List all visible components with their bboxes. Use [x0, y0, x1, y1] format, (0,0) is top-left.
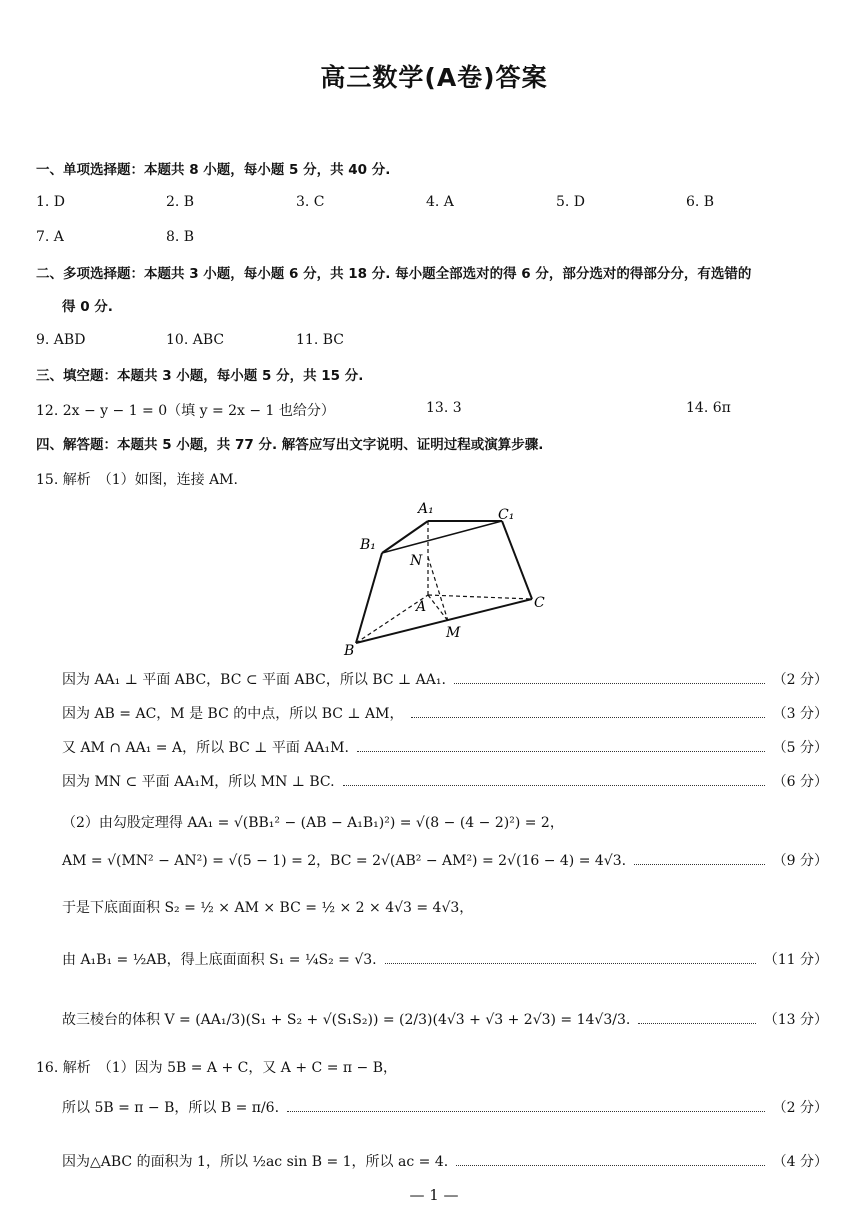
answer-7: 7. A [36, 229, 64, 245]
step-points: （5 分） [772, 740, 828, 756]
section1-heading: 一、单项选择题：本题共 8 小题，每小题 5 分，共 40 分. [36, 162, 391, 178]
edge-am [428, 595, 448, 621]
step-text: 因为 AB = AC，M 是 BC 的中点，所以 BC ⊥ AM， [62, 706, 404, 722]
answer-14: 14. 6π [686, 400, 731, 416]
answer-13: 13. 3 [426, 400, 462, 416]
leader-dots [454, 677, 765, 684]
page-title: 高三数学(A卷)答案 [320, 63, 548, 92]
step-points: （9 分） [772, 853, 828, 869]
edge-b1b [356, 553, 382, 643]
answer-3: 3. C [296, 194, 325, 210]
step-points: （2 分） [772, 672, 828, 688]
q16-intro: 16. 解析 （1）因为 5B = A + C，又 A + C = π − B， [36, 1060, 398, 1076]
step-points: （4 分） [772, 1154, 828, 1170]
step-points: （6 分） [772, 774, 828, 790]
q15-step-3 [62, 738, 828, 758]
leader-dots [411, 711, 764, 718]
answer-8: 8. B [166, 229, 195, 245]
label-c1: C₁ [498, 507, 515, 523]
q15-area-line: 于是下底面面积 S₂ = ½ × AM × BC = ½ × 2 × 4√3 = 4√3， [62, 900, 474, 916]
leader-dots [634, 858, 765, 865]
section2-heading: 二、多项选择题：本题共 3 小题，每小题 6 分，共 18 分. 每小题全部选对的得 6 分，部分选对的得部分分，有选错的 [36, 266, 752, 282]
answer-9: 9. ABD [36, 332, 86, 348]
step-points: （3 分） [772, 706, 828, 722]
label-a1: A₁ [418, 501, 434, 517]
step-text: 由 A₁B₁ = ½AB，得上底面面积 S₁ = ¼S₂ = √3. [62, 952, 377, 968]
step-text: 又 AM ∩ AA₁ = A，所以 BC ⊥ 平面 AA₁M. [62, 740, 349, 756]
q15-step-5 [62, 851, 828, 871]
step-text: 所以 5B = π − B，所以 B = π/6. [62, 1100, 280, 1116]
section3-heading: 三、填空题：本题共 3 小题，每小题 5 分，共 15 分. [36, 368, 364, 384]
page-number: — 1 — [409, 1186, 459, 1204]
q16-step-2 [62, 1152, 828, 1172]
step-text: 故三棱台的体积 V = (AA₁/3)(S₁ + S₂ + √(S₁S₂)) = (2/3)(4√3 + √3 + 2√3) = 14√3/3. [62, 1012, 631, 1028]
answer-4: 4. A [426, 194, 454, 210]
q15-step-6 [62, 950, 828, 970]
leader-dots [456, 1159, 764, 1166]
section2-heading-cont: 得 0 分. [62, 299, 113, 315]
q15-part2-line1: （2）由勾股定理得 AA₁ = √(BB₁² − (AB − A₁B₁)²) = √(8 − (4 − 2)²) = 2， [62, 815, 564, 831]
step-text: 因为△ABC 的面积为 1，所以 ½ac sin B = 1，所以 ac = 4. [62, 1154, 449, 1170]
edge-c1c [502, 521, 532, 599]
answer-1: 1. D [36, 194, 66, 210]
answer-11: 11. BC [296, 332, 344, 348]
answer-6: 6. B [686, 194, 715, 210]
answer-2: 2. B [166, 194, 195, 210]
q15-step-4 [62, 772, 828, 792]
section4-heading: 四、解答题：本题共 5 小题，共 77 分. 解答应写出文字说明、证明过程或演算步骤. [36, 437, 544, 453]
edge-nm [428, 557, 448, 621]
label-a: A [416, 599, 427, 615]
step-text: 因为 AA₁ ⊥ 平面 ABC，BC ⊂ 平面 ABC，所以 BC ⊥ AA₁. [62, 672, 446, 688]
step-text: 因为 MN ⊂ 平面 AA₁M，所以 MN ⊥ BC. [62, 774, 335, 790]
label-n: N [410, 553, 423, 569]
q16-step-1 [62, 1098, 828, 1118]
answer-12: 12. 2x − y − 1 = 0（填 y = 2x − 1 也给分） [36, 403, 335, 419]
label-b1: B₁ [360, 537, 376, 553]
label-b: B [344, 643, 355, 659]
q15-step-1 [62, 670, 828, 690]
step-points: （2 分） [772, 1100, 828, 1116]
q15-intro: 15. 解析 （1）如图，连接 AM. [36, 472, 238, 488]
answer-10: 10. ABC [166, 332, 225, 348]
q15-step-2 [62, 704, 828, 724]
edge-b1a1 [382, 521, 428, 553]
step-points: （13 分） [763, 1012, 828, 1028]
step-text: AM = √(MN² − AN²) = √(5 − 1) = 2，BC = 2√(AB² − AM²) = 2√(16 − 4) = 4√3. [62, 853, 627, 869]
leader-dots [357, 745, 765, 752]
frustum-figure [340, 495, 560, 660]
leader-dots [638, 1017, 755, 1024]
leader-dots [287, 1105, 765, 1112]
edge-bc [356, 599, 532, 643]
label-c: C [534, 595, 545, 611]
step-points: （11 分） [763, 952, 828, 968]
edge-ac [428, 595, 532, 599]
leader-dots [385, 957, 756, 964]
edge-b1c1 [382, 521, 502, 553]
answer-5: 5. D [556, 194, 586, 210]
label-m: M [446, 625, 461, 641]
leader-dots [343, 779, 765, 786]
q15-step-7 [62, 1010, 828, 1030]
